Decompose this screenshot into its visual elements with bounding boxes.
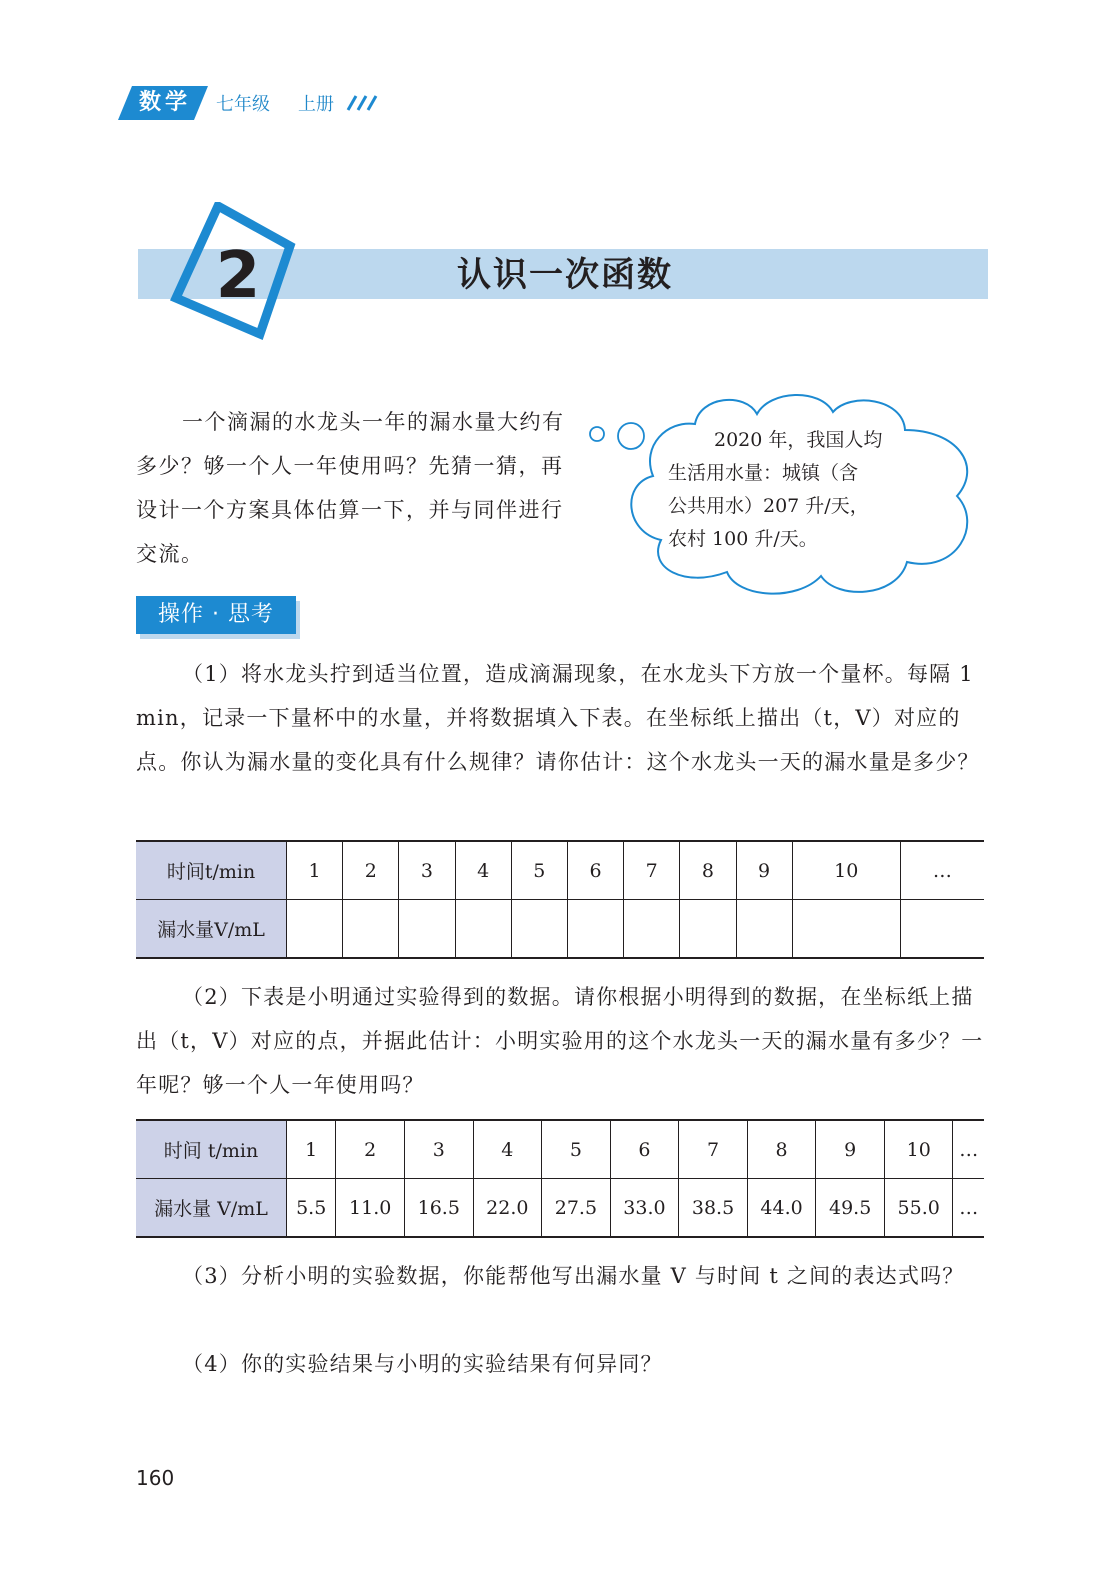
- row-header-time: 时间t/min: [136, 841, 287, 900]
- row-header-volume: 漏水量 V/mL: [136, 1179, 287, 1238]
- subject-label: 数学: [138, 90, 191, 115]
- table-cell: 4: [473, 1120, 542, 1179]
- table-cell: …: [900, 841, 984, 900]
- table-cell: 10: [884, 1120, 953, 1179]
- grade-label: 七年级: [216, 94, 270, 115]
- page-number: 160: [136, 1466, 175, 1490]
- activity-tag-label: 操作 · 思考: [136, 596, 296, 634]
- table-xiaoming-data: [136, 1119, 984, 1238]
- table-row: [136, 841, 984, 900]
- cloud-line: 生活用水量：城镇（含: [668, 462, 859, 484]
- table-cell-empty: [455, 900, 511, 959]
- activity-tag: [136, 596, 296, 636]
- table-cell-empty: [900, 900, 984, 959]
- question-3-text: （3）分析小明的实验数据，你能帮他写出漏水量 V 与时间 t 之间的表达式吗？: [182, 1264, 965, 1288]
- table-cell-empty: [680, 900, 736, 959]
- table-row: [136, 1179, 984, 1238]
- table-cell: 3: [404, 1120, 473, 1179]
- table-row: [136, 900, 984, 959]
- question-4-text: （4）你的实验结果与小明的实验结果有何异同？: [182, 1352, 663, 1376]
- table-cell: 22.0: [473, 1179, 542, 1238]
- table-cell: …: [953, 1179, 984, 1238]
- table-cell: 1: [287, 1120, 336, 1179]
- table-cell: 11.0: [336, 1179, 405, 1238]
- table-cell: 5.5: [287, 1179, 336, 1238]
- table-cell: 4: [455, 841, 511, 900]
- question-2: [136, 975, 984, 1107]
- question-3: [136, 1254, 984, 1298]
- cloud-note: [668, 424, 948, 556]
- table-cell-empty: [567, 900, 623, 959]
- cloud-line: 公共用水）207 升/天，: [668, 495, 869, 517]
- table-cell: …: [953, 1120, 984, 1179]
- row-header-time: 时间 t/min: [136, 1120, 287, 1179]
- table-cell: 2: [343, 841, 399, 900]
- question-4: [136, 1342, 984, 1386]
- table-cell: 2: [336, 1120, 405, 1179]
- subject-badge: [118, 86, 204, 120]
- table-cell: 7: [679, 1120, 748, 1179]
- table-cell-empty: [511, 900, 567, 959]
- table-cell-empty: [736, 900, 792, 959]
- table-cell-empty: [287, 900, 343, 959]
- table-cell: 8: [747, 1120, 816, 1179]
- table-cell: 55.0: [884, 1179, 953, 1238]
- row-header-volume: 漏水量V/mL: [136, 900, 287, 959]
- table-cell: 8: [680, 841, 736, 900]
- section-title: 认识一次函数: [457, 255, 673, 295]
- table-cell: 27.5: [542, 1179, 611, 1238]
- question-1-text: （1）将水龙头拧到适当位置，造成滴漏现象，在水龙头下方放一个量杯。每隔 1 min，记录一下量杯中的水量，并将数据填入下表。在坐标纸上描出（t，V）对应的点。你认为漏水量的变化具有什么规律？请你估计：这个水龙头一天的漏水量是多少？: [136, 662, 980, 774]
- table-cell: 1: [287, 841, 343, 900]
- intro-paragraph: [136, 400, 581, 576]
- table-cell: 6: [567, 841, 623, 900]
- table-cell: 7: [624, 841, 680, 900]
- table-cell: 9: [816, 1120, 885, 1179]
- cloud-line: 2020 年，我国人均: [714, 429, 883, 451]
- table-cell-empty: [624, 900, 680, 959]
- question-1: [136, 652, 984, 784]
- table-cell: 6: [610, 1120, 679, 1179]
- table-cell: 44.0: [747, 1179, 816, 1238]
- intro-text: 一个滴漏的水龙头一年的漏水量大约有多少？够一个人一年使用吗？先猜一猜，再设计一个方案具体估算一下，并与同伴进行交流。: [136, 410, 565, 566]
- table-cell: 33.0: [610, 1179, 679, 1238]
- table-cell: 49.5: [816, 1179, 885, 1238]
- table-row: [136, 1120, 984, 1179]
- table-cell-empty: [343, 900, 399, 959]
- slashes-decoration: [346, 92, 380, 112]
- table-cell: 5: [511, 841, 567, 900]
- question-2-text: （2）下表是小明通过实验得到的数据。请你根据小明得到的数据，在坐标纸上描出（t，V）对应的点，并据此估计：小明实验用的这个水龙头一天的漏水量有多少？一年呢？够一个人一年使用吗？: [136, 985, 984, 1097]
- table-cell-empty: [399, 900, 455, 959]
- cloud-line: 农村 100 升/天。: [668, 528, 818, 550]
- table-cell-empty: [792, 900, 900, 959]
- page-header: [118, 86, 418, 126]
- table-recording: [136, 840, 984, 959]
- section-number: 2: [215, 239, 261, 313]
- table-cell: 3: [399, 841, 455, 900]
- table-cell: 10: [792, 841, 900, 900]
- table-cell: 16.5: [404, 1179, 473, 1238]
- table-cell: 38.5: [679, 1179, 748, 1238]
- volume-label: 上册: [298, 94, 334, 115]
- table-cell: 9: [736, 841, 792, 900]
- table-cell: 5: [542, 1120, 611, 1179]
